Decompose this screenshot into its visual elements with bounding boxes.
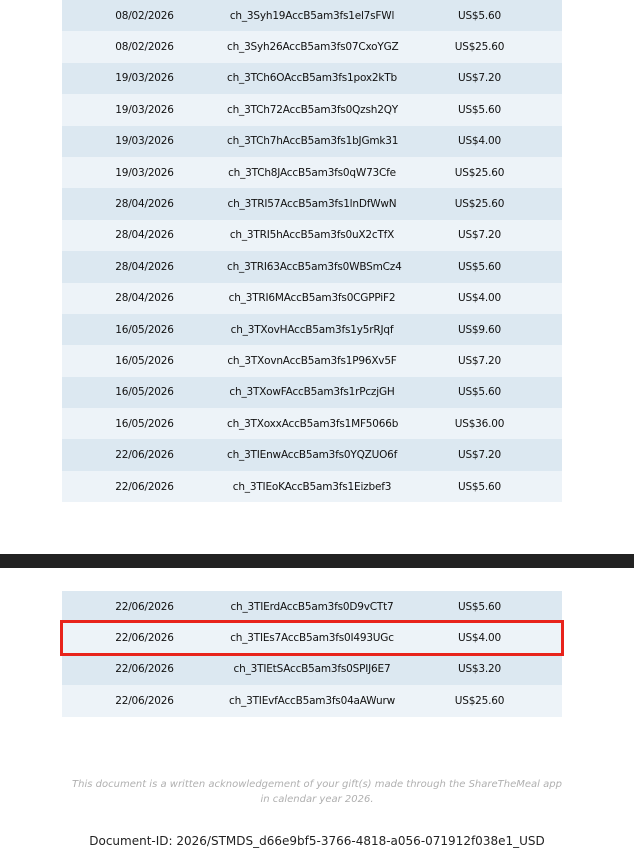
cell-date: 28/04/2026 (115, 260, 174, 273)
cell-date: 28/04/2026 (115, 292, 174, 305)
cell-date: 28/04/2026 (115, 229, 174, 242)
cell-date: 22/06/2026 (115, 480, 174, 493)
cell-transaction-id: ch_3TCh72AccB5am3fs0Qzsh2QY (227, 103, 398, 116)
transactions-table-page-2 (62, 591, 562, 717)
cell-transaction-id: ch_3TRI5hAccB5am3fs0uX2cTfX (229, 229, 395, 242)
cell-date: 19/03/2026 (115, 72, 174, 85)
cell-amount: US$25.60 (454, 198, 505, 211)
cell-transaction-id: ch_3TRI57AccB5am3fs1lnDfWwN (227, 198, 397, 211)
table-row (62, 591, 562, 622)
cell-date: 19/03/2026 (115, 103, 174, 116)
cell-transaction-id: ch_3TCh8JAccB5am3fs0qW73Cfe (228, 166, 396, 179)
cell-date: 19/03/2026 (115, 166, 174, 179)
cell-amount: US$5.60 (457, 103, 501, 116)
cell-date: 22/06/2026 (115, 600, 174, 613)
cell-transaction-id: ch_3TXovHAccB5am3fs1y5rRJqf (230, 323, 394, 336)
cell-transaction-id: ch_3TRI63AccB5am3fs0WBSmCz4 (227, 260, 402, 273)
table-row (62, 94, 562, 125)
table-row (62, 408, 562, 439)
table-row (62, 63, 562, 94)
transactions-table-page-1 (62, 0, 562, 502)
cell-transaction-id: ch_3Syh19AccB5am3fs1el7sFWl (229, 9, 395, 22)
table-row (62, 220, 562, 251)
table-row (62, 283, 562, 314)
cell-amount: US$9.60 (457, 323, 501, 336)
table-row (62, 345, 562, 376)
cell-amount: US$7.20 (457, 229, 501, 242)
cell-amount: US$7.20 (457, 72, 501, 85)
table-row (62, 685, 562, 716)
cell-amount: US$4.00 (457, 632, 501, 645)
table-row (62, 471, 562, 502)
cell-amount: US$25.60 (454, 166, 505, 179)
cell-amount: US$25.60 (454, 694, 505, 707)
cell-amount: US$3.20 (457, 663, 501, 676)
cell-date: 08/02/2026 (115, 41, 174, 54)
table-row-highlighted (62, 622, 562, 653)
cell-transaction-id: ch_3TIEoKAccB5am3fs1Eizbef3 (232, 480, 392, 493)
cell-amount: US$5.60 (457, 9, 501, 22)
table-row (62, 188, 562, 219)
cell-date: 22/06/2026 (115, 694, 174, 707)
cell-date: 16/05/2026 (115, 354, 174, 367)
cell-transaction-id: ch_3TIEnwAccB5am3fs0YQZUO6f (227, 449, 398, 462)
cell-transaction-id: ch_3TXowFAccB5am3fs1rPczjGH (229, 386, 395, 399)
cell-amount: US$5.60 (457, 386, 501, 399)
cell-transaction-id: ch_3TIEs7AccB5am3fs0I493UGc (230, 632, 394, 645)
cell-transaction-id: ch_3TCh6OAccB5am3fs1pox2kTb (227, 72, 397, 85)
cell-amount: US$36.00 (454, 417, 505, 430)
cell-transaction-id: ch_3TXovnAccB5am3fs1P96Xv5F (227, 354, 397, 367)
cell-date: 19/03/2026 (115, 135, 174, 148)
cell-transaction-id: ch_3TCh7hAccB5am3fs1bJGmk31 (227, 135, 399, 148)
table-row (62, 654, 562, 685)
cell-date: 16/05/2026 (115, 417, 174, 430)
cell-date: 22/06/2026 (115, 632, 174, 645)
cell-amount: US$7.20 (457, 449, 501, 462)
table-row (62, 0, 562, 31)
acknowledgement-note: This document is a written acknowledgement of your gift(s) made through the ShareTheMeal app in calendar year 2026. (72, 779, 562, 805)
cell-transaction-id: ch_3TIErdAccB5am3fs0D9vCTt7 (230, 600, 394, 613)
cell-amount: US$5.60 (457, 600, 501, 613)
cell-date: 16/05/2026 (115, 386, 174, 399)
cell-amount: US$25.60 (454, 41, 505, 54)
cell-transaction-id: ch_3Syh26AccB5am3fs07CxoYGZ (227, 41, 399, 54)
cell-amount: US$7.20 (457, 354, 501, 367)
cell-amount: US$5.60 (457, 480, 501, 493)
document-id: Document-ID: 2026/STMDS_d66e9bf5-3766-4818-a056-071912f038e1_USD (89, 834, 545, 848)
cell-date: 22/06/2026 (115, 663, 174, 676)
cell-transaction-id: ch_3TIEtSAccB5am3fs0SPIJ6E7 (233, 663, 391, 676)
table-row (62, 157, 562, 188)
table-row (62, 251, 562, 282)
page-break (0, 554, 634, 568)
table-row (62, 314, 562, 345)
cell-transaction-id: ch_3TIEvfAccB5am3fs04aAWurw (229, 694, 395, 707)
cell-amount: US$4.00 (457, 292, 501, 305)
table-row (62, 31, 562, 62)
table-row (62, 126, 562, 157)
table-row (62, 439, 562, 470)
cell-transaction-id: ch_3TRI6MAccB5am3fs0CGPPiF2 (228, 292, 396, 305)
cell-transaction-id: ch_3TXoxxAccB5am3fs1MF5066b (227, 417, 399, 430)
cell-date: 08/02/2026 (115, 9, 174, 22)
cell-date: 28/04/2026 (115, 198, 174, 211)
cell-date: 22/06/2026 (115, 449, 174, 462)
cell-amount: US$5.60 (457, 260, 501, 273)
cell-date: 16/05/2026 (115, 323, 174, 336)
table-row (62, 377, 562, 408)
cell-amount: US$4.00 (457, 135, 501, 148)
